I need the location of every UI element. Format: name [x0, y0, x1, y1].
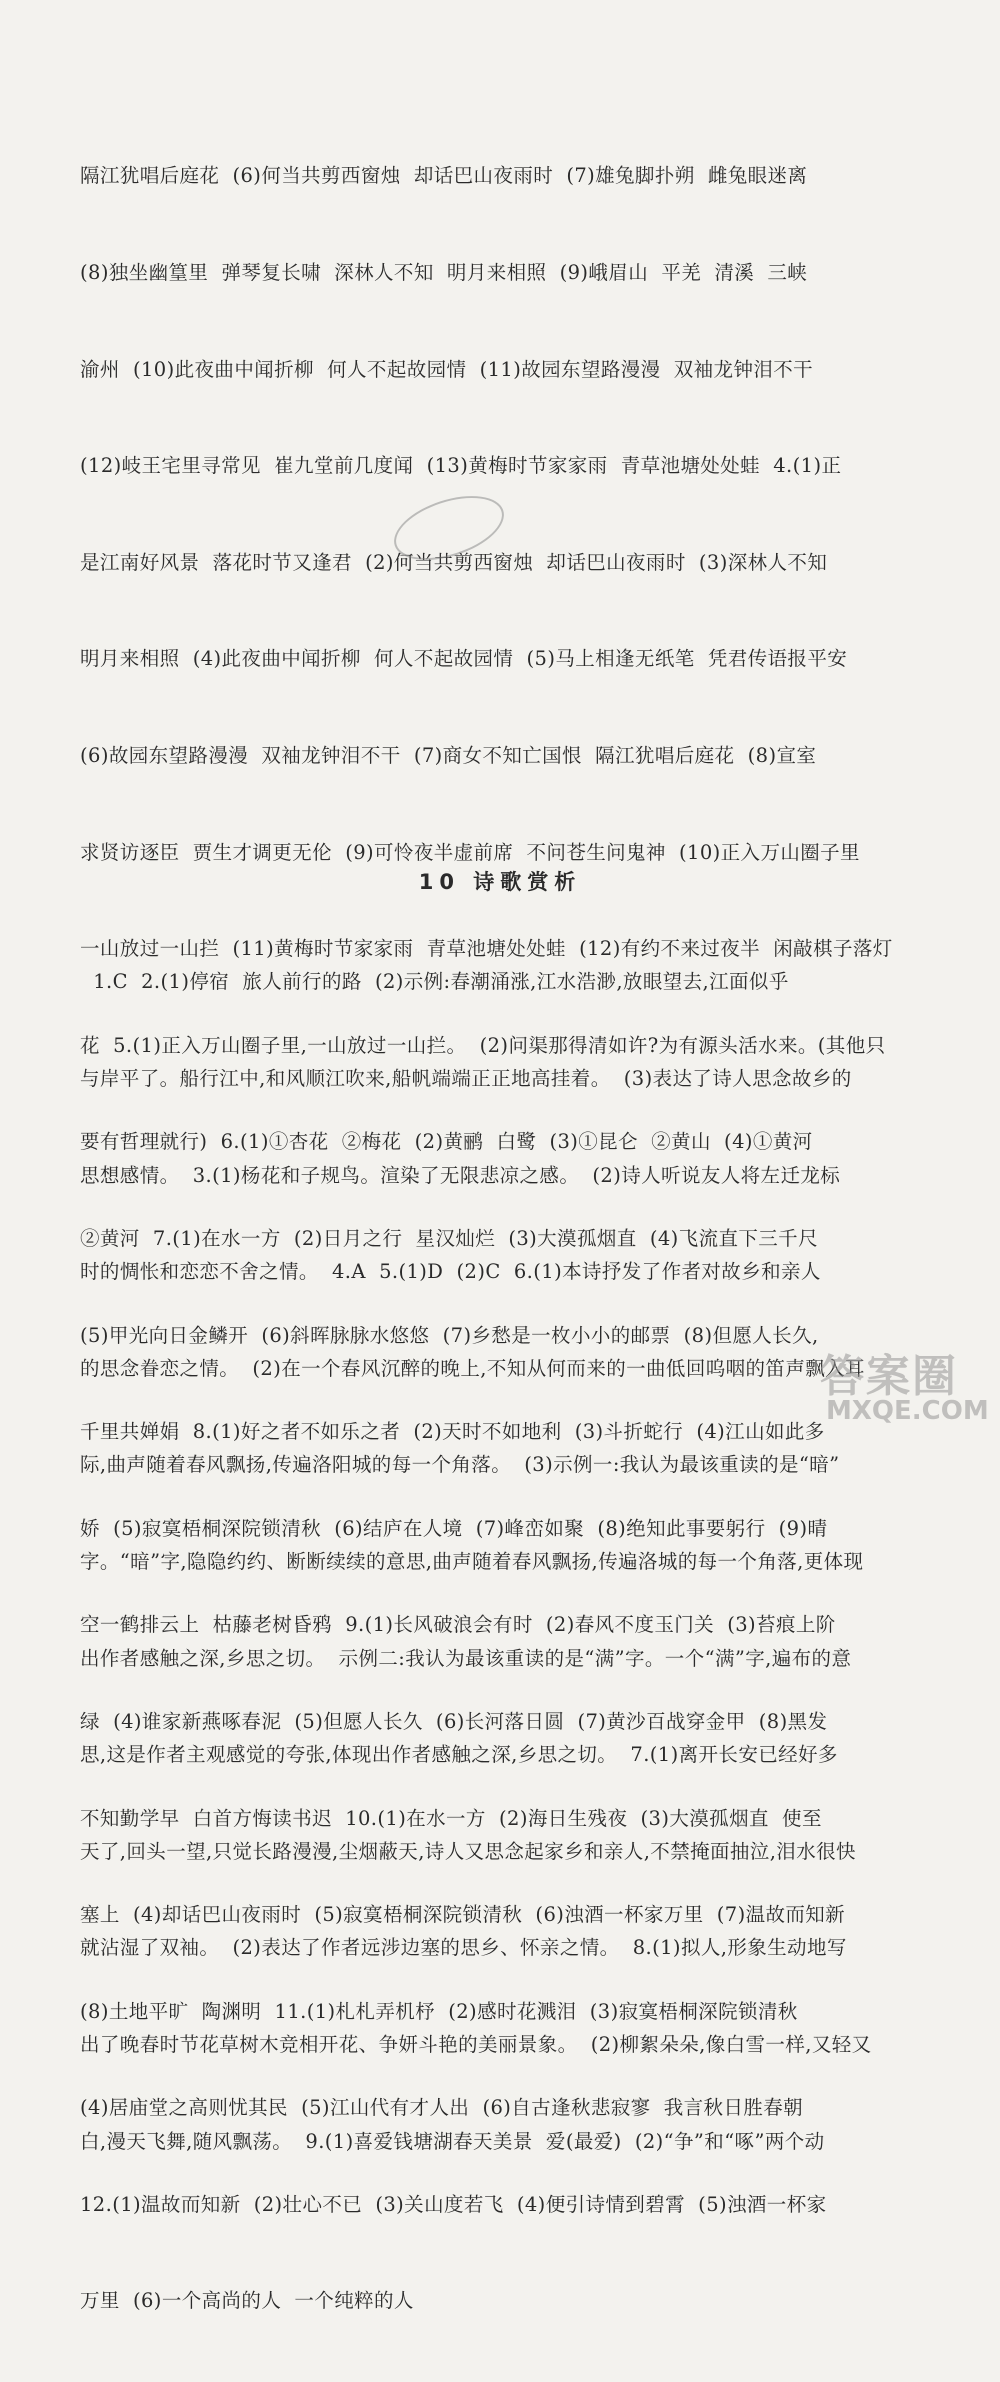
watermark-url: MXQE.COM: [826, 1396, 989, 1426]
text-line: 空一鹤排云上 枯藤老树昏鸦 9.(1)长风破浪会有时 (2)春风不度玉门关 (3)苔痕上阶: [80, 1613, 836, 1637]
text-line: (8)独坐幽篁里 弹琴复长啸 深林人不知 明月来相照 (9)峨眉山 平羌 清溪 三峡: [80, 261, 808, 284]
text-line: 花 5.(1)正入万山圈子里,一山放过一山拦。 (2)问渠那得清如许?为有源头活水来。(其他只: [80, 1033, 886, 1057]
text-line: (6)故园东望路漫漫 双袖龙钟泪不干 (7)商女不知亡国恨 隔江犹唱后庭花 (8)宣室: [80, 743, 817, 767]
text-line: ②黄河 7.(1)在水一方 (2)日月之行 星汉灿烂 (3)大漠孤烟直 (4)飞流直下三千尺: [80, 1226, 818, 1250]
text-line: 出了晚春时节花草树木竞相开花、争妍斗艳的美丽景象。 (2)柳絮朵朵,像白雪一样,又轻又: [80, 2032, 872, 2056]
text-line: 际,曲声随着春风飘扬,传遍洛阳城的每一个角落。 (3)示例一:我认为最该重读的是“暗”: [80, 1453, 840, 1477]
text-line: (5)甲光向日金鳞开 (6)斜晖脉脉水悠悠 (7)乡愁是一枚小小的邮票 (8)但愿人长久,: [80, 1323, 819, 1347]
text-line: 隔江犹唱后庭花 (6)何当共剪西窗烛 却话巴山夜雨时 (7)雄兔脚扑朔 雌兔眼迷离: [80, 164, 808, 188]
text-line: 天了,回头一望,只觉长路漫漫,尘烟蔽天,诗人又思念起家乡和亲人,不禁掩面抽泣,泪水很快: [80, 1839, 856, 1863]
text-line: 就沾湿了双袖。 (2)表达了作者远涉边塞的思乡、怀亲之情。 8.(1)拟人,形象生动地写: [80, 1936, 847, 1960]
text-line: 塞上 (4)却话巴山夜雨时 (5)寂寞梧桐深院锁清秋 (6)浊酒一杯家万里 (7)温故而知新: [80, 1903, 846, 1927]
text-line: 渝州 (10)此夜曲中闻折柳 何人不起故园情 (11)故园东望路漫漫 双袖龙钟泪不干: [80, 357, 814, 381]
text-line: 娇 (5)寂寞梧桐深院锁清秋 (6)结庐在人境 (7)峰峦如聚 (8)绝知此事要躬行 (9)晴: [80, 1516, 828, 1540]
text-line: 是江南好风景 落花时节又逢君 (2)何当共剪西窗烛 却话巴山夜雨时 (3)深林人不知: [80, 550, 828, 574]
watermark-logo: 答案圈: [820, 1351, 958, 1402]
answer-block-poetry-appreciation: [80, 902, 920, 2222]
watermark: [820, 1340, 989, 1430]
text-line: 千里共婵娟 8.(1)好之者不如乐之者 (2)天时不如地利 (3)斗折蛇行 (4)江山如此多: [80, 1420, 825, 1444]
text-line: 思,这是作者主观感觉的夸张,体现出作者感触之深,乡思之切。 7.(1)离开长安已经好多: [80, 1743, 838, 1767]
text-line: 绿 (4)谁家新燕啄春泥 (5)但愿人长久 (6)长河落日圆 (7)黄沙百战穿金甲 (8)黑发: [80, 1709, 828, 1733]
text-line: 白,漫天飞舞,随风飘荡。 9.(1)喜爱钱塘湖春天美景 爱(最爱) (2)“争”和“啄”两个动: [80, 2129, 825, 2153]
text-line: 出作者感触之深,乡思之切。 示例二:我认为最该重读的是“满”字。一个“满”字,遍布的意: [80, 1646, 852, 1670]
text-line: 时的惆怅和恋恋不舍之情。 4.A 5.(1)D (2)C 6.(1)本诗抒发了作者对故乡和亲人: [80, 1260, 821, 1284]
text-line: 不知勤学早 白首方悔读书迟 10.(1)在水一方 (2)海日生残夜 (3)大漠孤烟直 使至: [80, 1806, 822, 1830]
text-line: 字。“暗”字,隐隐约约、断断续续的意思,曲声随着春风飘扬,传遍洛城的每一个角落,更体现: [80, 1549, 864, 1573]
text-line: 万里 (6)一个高尚的人 一个纯粹的人: [80, 2289, 414, 2313]
text-line: (12)岐王宅里寻常见 崔九堂前几度闻 (13)黄梅时节家家雨 青草池塘处处蛙 4.(1)正: [80, 454, 842, 478]
text-line: 一山放过一山拦 (11)黄梅时节家家雨 青草池塘处处蛙 (12)有约不来过夜半 闲敲棋子落灯: [80, 937, 893, 961]
text-line: 的思念眷恋之情。 (2)在一个春风沉醉的晚上,不知从何而来的一曲低回呜咽的笛声飘入耳: [80, 1356, 865, 1380]
text-line: 思想感情。 3.(1)杨花和子规鸟。渲染了无限悲凉之感。 (2)诗人听说友人将左迁龙标: [80, 1163, 841, 1187]
text-line: 12.(1)温故而知新 (2)壮心不已 (3)关山度若飞 (4)便引诗情到碧霄 (5)浊酒一杯家: [80, 2192, 827, 2216]
text-line: (8)土地平旷 陶渊明 11.(1)札札弄机杼 (2)感时花溅泪 (3)寂寞梧桐深院锁清秋: [80, 1999, 798, 2023]
text-line: 与岸平了。船行江中,和风顺江吹来,船帆端端正正地高挂着。 (3)表达了诗人思念故乡的: [80, 1067, 852, 1090]
section-heading: 10 诗歌赏析: [418, 870, 582, 894]
text-line: 求贤访逐臣 贾生才调更无伦 (9)可怜夜半虚前席 不问苍生问鬼神 (10)正入万山圈子里: [80, 840, 860, 864]
text-line: (4)居庙堂之高则忧其民 (5)江山代有才人出 (6)自古逢秋悲寂寥 我言秋日胜春朝: [80, 2096, 804, 2120]
text-line: 明月来相照 (4)此夜曲中闻折柳 何人不起故园情 (5)马上相逢无纸笔 凭君传语报平安: [80, 647, 848, 671]
text-line: 1.C 2.(1)停宿 旅人前行的路 (2)示例:春潮涌涨,江水浩渺,放眼望去,江面似乎: [80, 970, 789, 994]
text-line: 要有哲理就行) 6.(1)①杏花 ②梅花 (2)黄鹂 白鹭 (3)①昆仑 ②黄山 (4)①黄河: [80, 1130, 813, 1154]
